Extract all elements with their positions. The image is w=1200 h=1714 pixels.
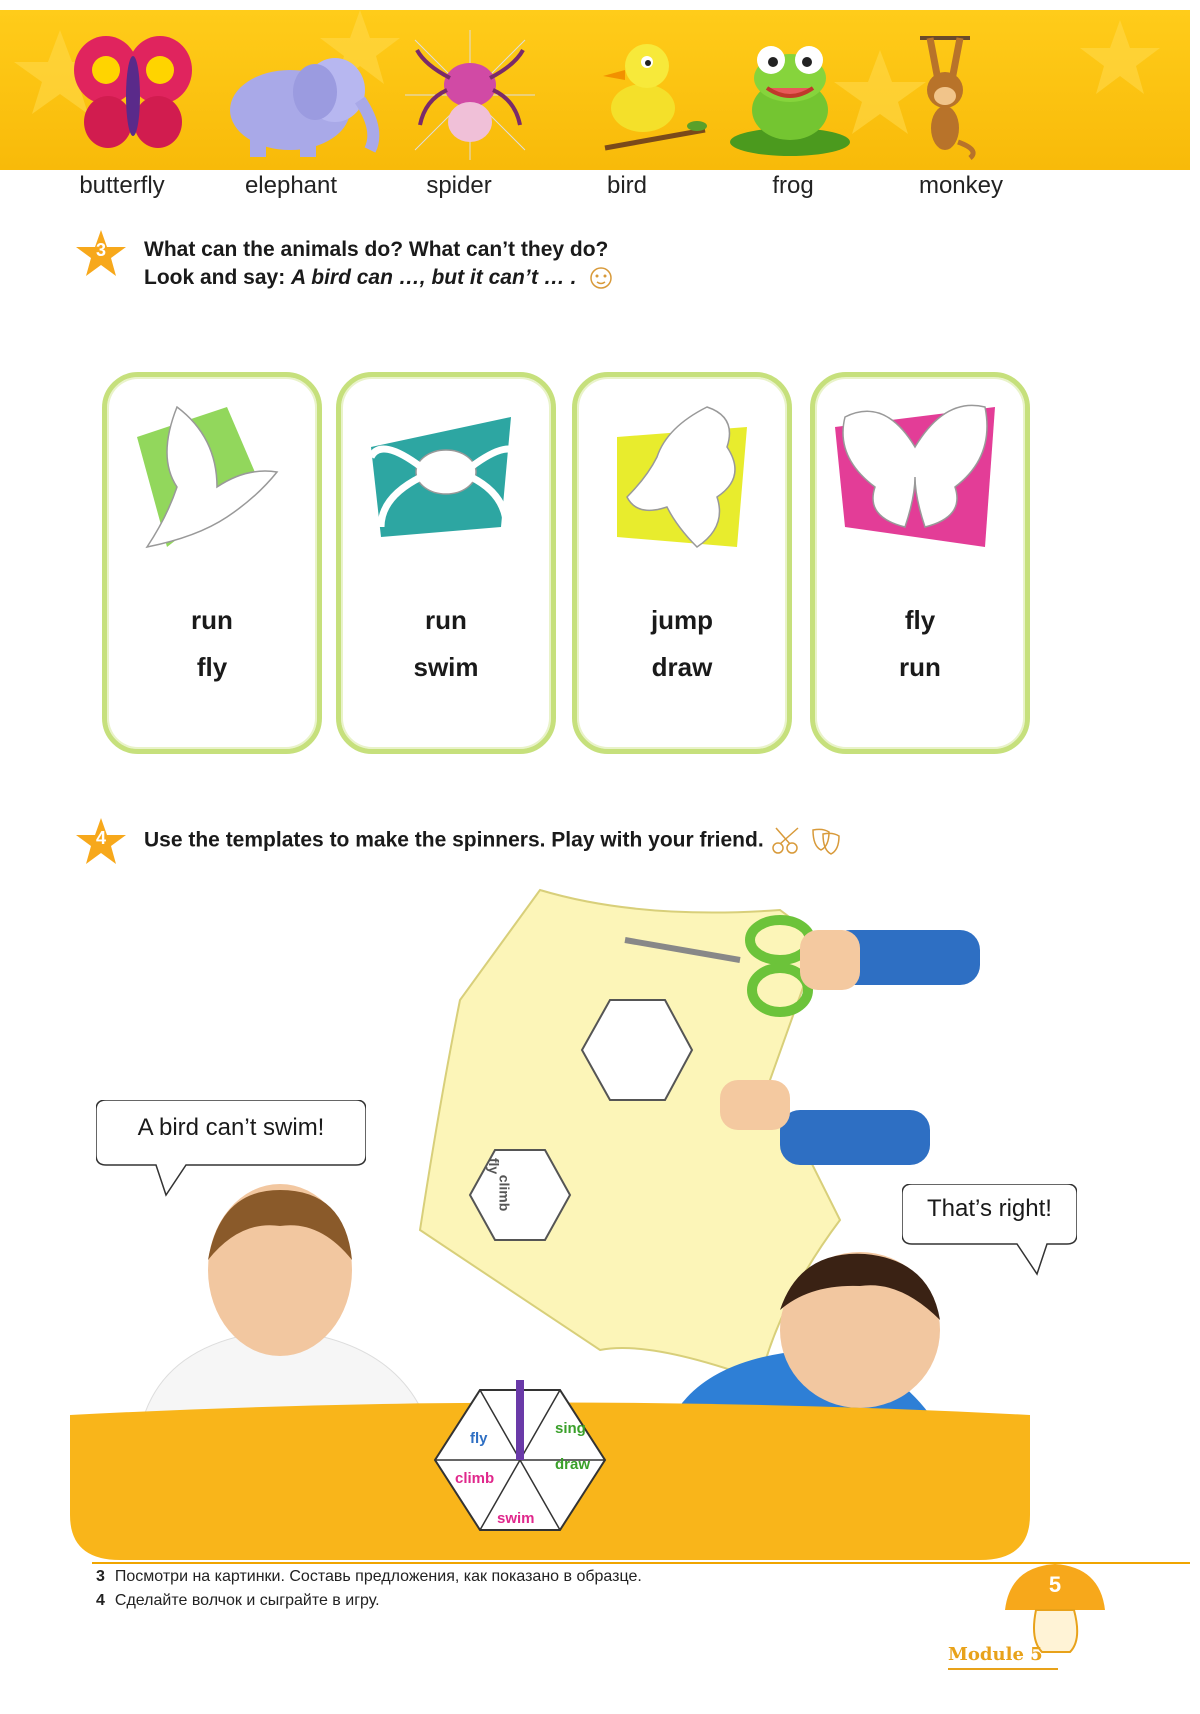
footnote-3-text: Посмотри на картинки. Составь предложения, как показано в образце. — [114, 1568, 642, 1585]
spider-silhouette-icon — [341, 377, 541, 577]
task-4-badge — [76, 818, 126, 868]
animal-label-bird: bird — [606, 172, 648, 199]
task-4-number: 4 — [95, 828, 106, 848]
elephant-icon — [220, 30, 380, 160]
spinner-word-climb: climb — [455, 1470, 495, 1487]
animal-label-frog: frog — [772, 172, 814, 199]
animal-label-monkey: monkey — [918, 172, 1004, 199]
bird-icon — [585, 30, 715, 160]
card-butterfly-word-2: run — [899, 652, 941, 682]
task-3-line-2 — [144, 264, 844, 292]
frog-icon — [725, 30, 855, 160]
task-3-instructions — [144, 236, 844, 292]
card-butterfly-word-1: fly — [904, 605, 936, 635]
card-frog-word-1: jump — [650, 605, 714, 635]
card-frog-word-2: draw — [651, 652, 713, 682]
speech-bubble-left-text: A bird can’t swim! — [137, 1114, 325, 1141]
spinner-word-draw: draw — [555, 1456, 591, 1473]
card-spider-word-1: run — [425, 605, 467, 635]
speaking-face-icon — [588, 265, 614, 291]
monkey-icon — [900, 30, 990, 160]
card-bird-word-1: run — [191, 605, 233, 635]
card-bird — [102, 372, 322, 754]
bird-silhouette-icon — [107, 377, 307, 577]
spinner-word-fly: fly — [470, 1430, 488, 1447]
card-spider-word-2: swim — [413, 652, 479, 682]
footnote-4-text: Сделайте волчок и сыграйте в игру. — [114, 1592, 380, 1609]
spinner-word-swim: swim — [497, 1510, 535, 1527]
task-4-instructions — [144, 826, 974, 856]
template-word-fly: fly — [486, 1157, 503, 1175]
card-butterfly — [810, 372, 1030, 754]
task-3-example: A bird can …, but it can’t … . — [291, 266, 577, 289]
card-bird-word-2: fly — [196, 652, 228, 682]
card-spider — [336, 372, 556, 754]
page-number: 5 — [1048, 1572, 1062, 1597]
footnote-3 — [96, 1568, 642, 1586]
task-3-badge — [76, 230, 126, 280]
card-frog — [572, 372, 792, 754]
spinner-word-sing: sing — [555, 1420, 586, 1437]
footnote-3-number: 3 — [96, 1568, 105, 1585]
task-3-number: 3 — [95, 240, 106, 260]
template-word-climb: climb — [496, 1174, 513, 1212]
spider-icon — [405, 30, 535, 160]
boy-left-illustration — [120, 1180, 450, 1430]
module-label: Module 5 — [948, 1644, 1043, 1665]
footnote-4 — [96, 1592, 380, 1610]
module-underline — [948, 1668, 1058, 1670]
butterfly-silhouette-icon — [815, 377, 1015, 577]
footnote-4-number: 4 — [96, 1592, 105, 1609]
butterfly-icon — [68, 30, 198, 160]
animal-label-elephant: elephant — [244, 172, 338, 199]
animal-label-butterfly: butterfly — [79, 172, 165, 199]
speech-bubble-right-text: That’s right! — [927, 1195, 1052, 1222]
theatre-masks-icon — [809, 826, 843, 856]
frog-silhouette-icon — [577, 377, 777, 577]
scissors-icon — [770, 826, 804, 856]
animal-label-spider: spider — [426, 172, 492, 199]
task-4-text: Use the templates to make the spinners. Play with your friend. — [144, 828, 764, 852]
task-3-line-1: What can the animals do? What can’t they do? — [144, 238, 609, 261]
task-3-prefix: Look and say: — [144, 266, 292, 289]
